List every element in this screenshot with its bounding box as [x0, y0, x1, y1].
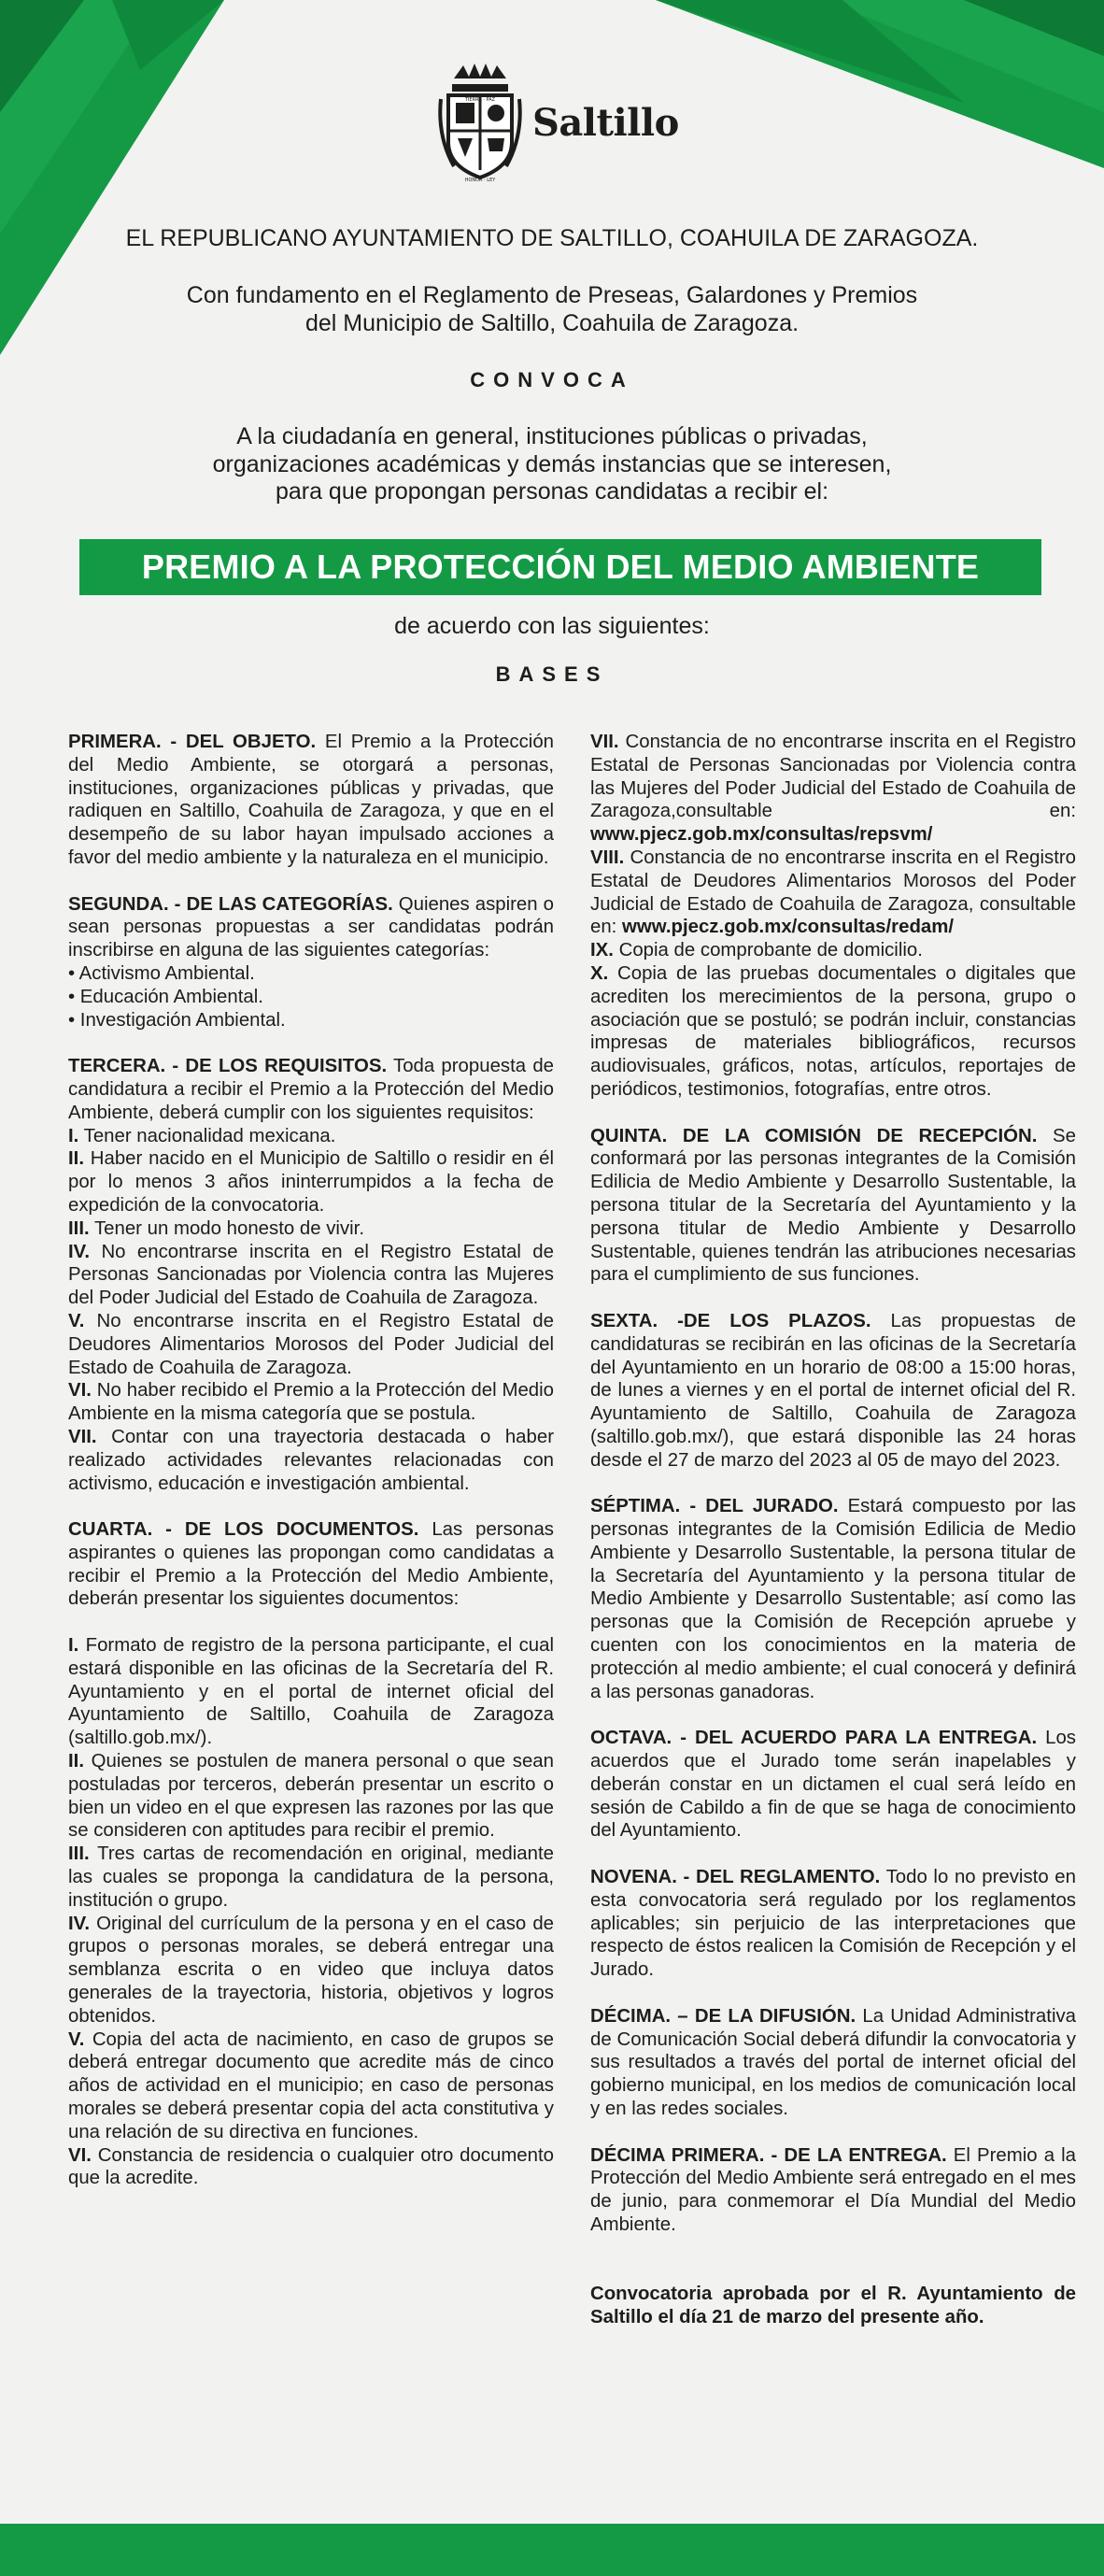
item-number: I.	[68, 1635, 79, 1657]
requirement-item	[68, 1241, 554, 1310]
basis-line-2: del Municipio de Saltillo, Coahuila de Zaragoza.	[304, 310, 800, 336]
section-sexta	[590, 1310, 1076, 1473]
section-text: Quienes aspiren o sean personas propuestas a ser candidatas podrán inscribirse en alguna de las siguientes categorías:	[68, 893, 554, 961]
item-text: No encontrarse inscrita en el Registro Estatal de Deudores Alimentarios Morosos del Poder Judicial del Estado de Coahuila de Zaragoza.	[68, 1310, 554, 1378]
requirement-item	[68, 1310, 554, 1379]
document-item	[590, 962, 1076, 1102]
section-text: Las propuestas de candidaturas se recibirán en las oficinas de la Secretaría del Ayuntamiento en un horario de 08:00 a 15:00 horas, de lunes a viernes y en el portal de internet oficial del R. Ayuntamiento de Saltillo, Coahuila de Zaragoza (saltillo.gob.mx/), que estará disponible las 24 horas desde el 27 de marzo del 2023 al 05 de mayo del 2023.	[590, 1310, 1076, 1471]
item-text: Tener un modo honesto de vivir.	[89, 1217, 365, 1239]
document-item	[590, 847, 1076, 939]
requirement-item	[68, 1217, 554, 1241]
section-tercera	[68, 1055, 554, 1124]
item-text: Copia de las pruebas documentales o digitales que acrediten los merecimientos de la persona, grupo o asociación que se postuló; se podrán incluir, constancias impresas de materiales bibliográficos, recursos audiovisuales, gráficos, notas, artículos, reportajes de periódicos, testimonios, fotografías, entre otros.	[590, 962, 1076, 1100]
coat-of-arms-icon	[437, 62, 523, 183]
item-number: IV.	[68, 1913, 91, 1934]
item-number: VIII.	[590, 847, 625, 868]
invite-line-3: para que propongan personas candidatas a recibir el:	[275, 478, 829, 505]
item-text: Constancia de no encontrarse inscrita en el Registro Estatal de Personas Sancionadas por Violencia contra las Mujeres del Poder Judicial del Estado de Coahuila de Zaragoza,consultable en:	[590, 732, 1076, 822]
basis-line-1: Con fundamento en el Reglamento de Preseas, Galardones y Premios	[186, 282, 918, 308]
item-number: IV.	[68, 1241, 91, 1262]
convoca-heading: CONVOCA	[470, 368, 634, 391]
section-title: DÉCIMA. – DE LA DIFUSIÓN.	[590, 2005, 856, 2027]
section-quinta	[590, 1125, 1076, 1288]
item-text: Haber nacido en el Municipio de Saltillo o residir en él por lo menos 3 años ininterrumpidos a la fecha de expedición de la convocatoria.	[68, 1148, 554, 1216]
section-title: DÉCIMA PRIMERA. - DE LA ENTREGA.	[590, 2144, 947, 2166]
closing-statement: Convocatoria aprobada por el R. Ayuntamiento de Saltillo el día 21 de marzo del presente año.	[590, 2284, 1076, 2328]
section-text: Toda propuesta de candidatura a recibir el Premio a la Protección del Medio Ambiente, deberá cumplir con los siguientes requisitos:	[68, 1056, 554, 1123]
item-number: V.	[68, 2028, 85, 2050]
document-item	[590, 731, 1076, 847]
item-number: IX.	[590, 940, 614, 961]
invite-line-1: A la ciudadanía en general, instituciones públicas o privadas,	[236, 423, 868, 449]
award-title-banner: PREMIO A LA PROTECCIÓN DEL MEDIO AMBIENTE	[79, 539, 1041, 595]
document-item	[68, 1634, 554, 1750]
category-item: • Activismo Ambiental.	[68, 962, 255, 984]
section-title: QUINTA. DE LA COMISIÓN DE RECEPCIÓN.	[590, 1125, 1038, 1146]
requirement-item	[68, 1426, 554, 1495]
consult-link[interactable]: www.pjecz.gob.mx/consultas/redam/	[622, 917, 955, 938]
item-number: VII.	[590, 732, 619, 752]
section-title: CUARTA. - DE LOS DOCUMENTOS.	[68, 1519, 419, 1541]
item-text: Quienes se postulen de manera personal o que sean postuladas por terceros, deberán presentar un escrito o bien un video en el que expresen las razones por las que se consideren con aptitudes para recibir el premio.	[68, 1751, 554, 1842]
green-corner-right	[656, 0, 1104, 168]
section-septima	[590, 1495, 1076, 1703]
green-footer-bar	[0, 2524, 1104, 2576]
item-number: X.	[590, 962, 609, 984]
item-number: I.	[68, 1125, 79, 1146]
bases-heading: BASES	[495, 662, 609, 686]
section-cuarta	[68, 1518, 554, 1611]
section-title: SEGUNDA. - DE LAS CATEGORÍAS.	[68, 893, 393, 915]
item-number: V.	[68, 1310, 85, 1331]
item-text: No encontrarse inscrita en el Registro Estatal de Personas Sancionadas por Violencia contra las Mujeres del Poder Judicial del Estado de Coahuila de Zaragoza.	[68, 1241, 554, 1309]
section-text: Estará compuesto por las personas integrantes de la Comisión Edilicia de Medio Ambiente y Desarrollo Sustentable, la persona titular de la Secretaría del Ayuntamiento y la persona titular de Medio Ambiente y Desarrollo Sustentable; así como las personas que la Comisión de Recepción apruebe y cuenten con los conocimientos en la materia de protección al medio ambiente; el cual conocerá y definirá a las personas ganadoras.	[590, 1496, 1077, 1702]
category-item: • Educación Ambiental.	[68, 986, 263, 1007]
document-item	[68, 1750, 554, 1843]
issuer-line: EL REPUBLICANO AYUNTAMIENTO DE SALTILLO, COAHUILA DE ZARAGOZA.	[125, 225, 979, 251]
section-text: El Premio a la Protección del Medio Ambiente será entregado en el mes de junio, para conmemorar el Día Mundial del Medio Ambiente.	[590, 2144, 1077, 2235]
consult-link[interactable]: www.pjecz.gob.mx/consultas/repsvm/	[590, 824, 933, 846]
according-line: de acuerdo con las siguientes:	[394, 613, 710, 639]
item-number: II.	[68, 1751, 84, 1772]
section-title: TERCERA. - DE LOS REQUISITOS.	[68, 1056, 388, 1077]
section-text: La Unidad Administrativa de Comunicación Social deberá difundir la convocatoria y sus resultados a través del portal de internet oficial del gobierno municipal, en los medios de comunicación local y en las redes sociales.	[590, 2005, 1077, 2120]
section-novena	[590, 1866, 1076, 1982]
item-number: VII.	[68, 1426, 97, 1447]
spacer	[590, 2260, 1076, 2284]
requirement-item	[68, 1147, 554, 1217]
section-title: SÉPTIMA. - DEL JURADO.	[590, 1496, 839, 1517]
item-text: Tener nacionalidad mexicana.	[78, 1125, 336, 1146]
section-text: Todo lo no previsto en esta convocatoria será regulado por los reglamentos aplicables; sin perjuicio de las interpretaciones que respecto de éstos realicen la Comisión de Recepción y el Jurado.	[590, 1867, 1076, 1981]
item-number: II.	[68, 1148, 84, 1170]
section-text: Se conformará por las personas integrantes de la Comisión Edilicia de Medio Ambiente y Desarrollo Sustentable, la persona titular de la Secretaría del Ayuntamiento y la persona titular de Medio Ambiente y Desarrollo Sustentable, quienes tendrán las atribuciones necesarias para el cumplimiento de sus funciones.	[590, 1125, 1076, 1286]
item-text: Constancia de no encontrarse inscrita en el Registro Estatal de Deudores Alimentarios Morosos del Poder Judicial de Estado de Coahuila de Zaragoza, consultable en:	[590, 847, 1076, 938]
section-text: Las personas aspirantes o quienes las propongan como candidatas a recibir el Premio a la Protección del Medio Ambiente, deberán presentar los siguientes documentos:	[68, 1519, 554, 1610]
item-number: III.	[68, 1217, 90, 1239]
section-decima-primera	[590, 2144, 1076, 2237]
section-title: PRIMERA. - DEL OBJETO.	[68, 732, 317, 752]
item-number: VI.	[68, 2144, 92, 2166]
item-text: Formato de registro de la persona participante, el cual estará disponible en las oficinas de la Secretaría del R. Ayuntamiento y en el portal de internet oficial del Ayuntamiento de Saltillo, Coahuila de Zaragoza (saltillo.gob.mx/).	[68, 1635, 554, 1749]
document-item	[68, 1843, 554, 1912]
bases-left-column	[68, 731, 554, 2190]
invite-line-2: organizaciones académicas y demás instancias que se interesen,	[212, 451, 892, 477]
bases-right-column	[590, 731, 1076, 2329]
section-segunda	[68, 893, 554, 962]
item-text: Copia del acta de nacimiento, en caso de grupos se deberá entregar documento que acredite más de cinco años de actividad en el municipio; en caso de personas morales se deberá presentar copia del acta constitutiva y una relación de su directiva en funciones.	[68, 2028, 554, 2142]
section-text: Los acuerdos que el Jurado tome serán inapelables y deberán constar en un dictamen el cual será leído en sesión de Cabildo a fin de que se haga de conocimiento del Ayuntamiento.	[590, 1728, 1076, 1842]
section-decima	[590, 2005, 1076, 2121]
section-primera	[68, 731, 554, 870]
requirement-item	[68, 1125, 554, 1148]
item-number: III.	[68, 1843, 90, 1865]
requirement-item	[68, 1379, 554, 1426]
section-title: NOVENA. - DEL REGLAMENTO.	[590, 1867, 881, 1888]
item-text: No haber recibido el Premio a la Protección del Medio Ambiente en la misma categoría que se postula.	[68, 1380, 554, 1425]
document-item	[68, 1913, 554, 2028]
section-title: OCTAVA. - DEL ACUERDO PARA LA ENTREGA.	[590, 1728, 1038, 1749]
seal-text-bottom: HONOR · LEY	[464, 178, 496, 183]
item-text: Constancia de residencia o cualquier otro documento que la acredite.	[68, 2144, 554, 2189]
item-number: VI.	[68, 1380, 92, 1402]
item-text: Tres cartas de recomendación en original, mediante las cuales se proponga la candidatura de la persona, institución o grupo.	[68, 1843, 554, 1911]
item-text: Original del currículum de la persona y en el caso de grupos o personas morales, se deberá entregar una semblanza escrita o en video que incluya datos generales de la trayectoria, historia, objetivos y logros obtenidos.	[68, 1913, 554, 2027]
item-text: Copia de comprobante de domicilio.	[613, 940, 923, 961]
seal-text-top: TIERRA · PAZ	[464, 97, 496, 103]
document-item	[68, 2144, 554, 2191]
logo-wordmark: Saltillo	[532, 100, 679, 145]
document-item	[590, 939, 1076, 962]
item-text: Contar con una trayectoria destacada o haber realizado actividades relevantes relacionadas con activismo, educación e investigación ambiental.	[68, 1426, 554, 1494]
category-item: • Investigación Ambiental.	[68, 1009, 286, 1031]
section-text: El Premio a la Protección del Medio Ambiente, se otorgará a personas, instituciones, organizaciones públicas y privadas, que radiquen en Saltillo, Coahuila de Zaragoza, y que en el desempeño de su labor hayan impulsado acciones a favor del medio ambiente y la naturaleza en el municipio.	[68, 732, 554, 868]
saltillo-logo	[437, 62, 679, 183]
document-item	[68, 2028, 554, 2144]
section-octava	[590, 1727, 1076, 1843]
section-title: SEXTA. -DE LOS PLAZOS.	[590, 1310, 871, 1331]
